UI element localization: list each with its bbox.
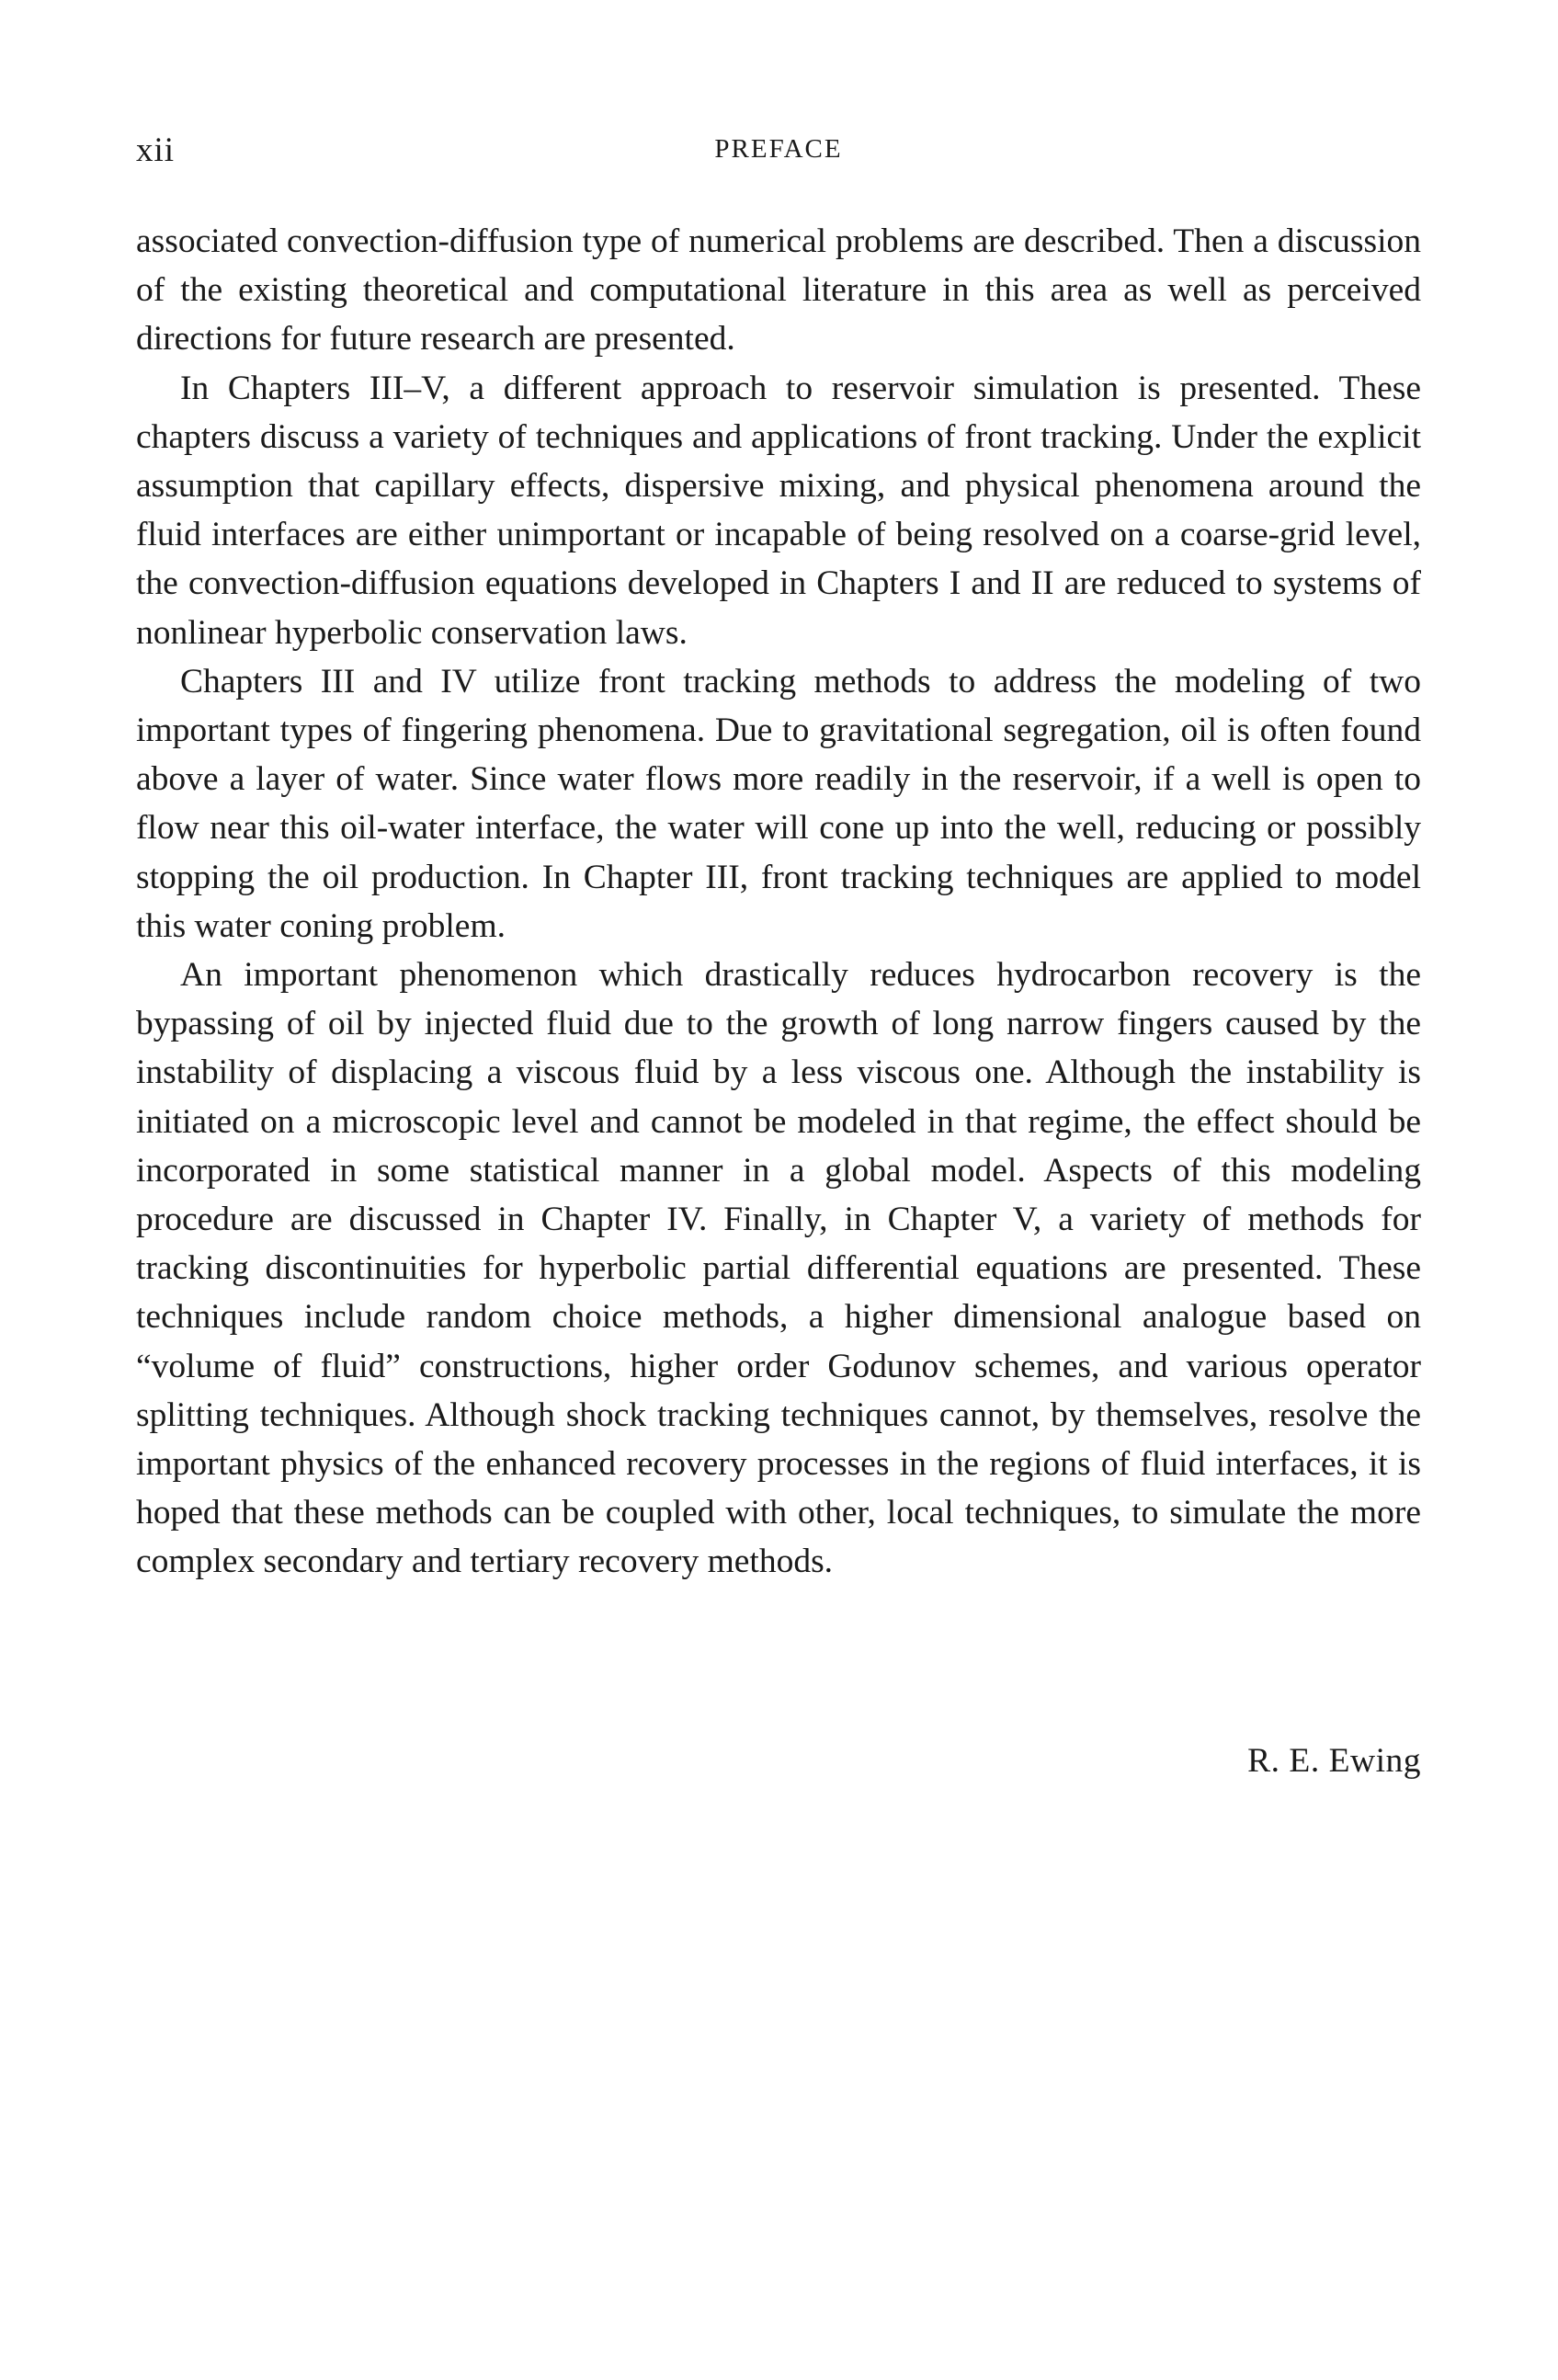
book-page — [136, 0, 1421, 2380]
running-head — [136, 131, 1421, 175]
preface-body — [136, 217, 1421, 1587]
paragraph-continuation: associated convection-diffusion type of numerical problems are described. Then a discussion of the existing theoretical and computational literature in this area as well as perceived directions for future research are presented. — [136, 222, 1421, 359]
paragraph-bypassing: An important phenomenon which drastically reduces hydrocarbon recovery is the bypassing of oil by injected fluid due to the growth of long narrow fingers caused by the instability of displacing a viscous fluid by a less viscous one. Although the instability is initiated on a microscopic level and cannot be modeled in that regime, the effect should be incorporated in some statistical manner in a global model. Aspects of this modeling procedure are discussed in Chapter IV. Finally, in Chapter V, a variety of methods for tracking discontinuities for hyperbolic partial differential equations are presented. These techniques include random choice methods, a higher dimensional analogue based on “volume of fluid” constructions, higher order Godunov schemes, and various operator splitting techniques. Although shock tracking techniques cannot, by themselves, resolve the important physics of the enhanced recovery processes in the regions of fluid interfaces, it is hoped that these methods can be coupled with other, local techniques, to simulate the more complex secondary and tertiary recovery methods. — [136, 956, 1421, 1581]
paragraph-chapters-iii-v: In Chapters III–V, a different approach to reservoir simulation is presented. These chapters discuss a variety of techniques and applications of front tracking. Under the explicit assumption that capillary effects, dispersive mixing, and physical phenomena around the fluid interfaces are either unimportant or incapable of being resolved on a coarse-grid level, the convection-diffusion equations developed in Chapters I and II are reduced to systems of nonlinear hyperbolic conservation laws. — [136, 369, 1421, 652]
running-title: PREFACE — [714, 134, 843, 164]
page-number: xii — [136, 131, 176, 169]
author-signature: R. E. Ewing — [1247, 1742, 1421, 1780]
paragraph-fingering: Chapters III and IV utilize front tracking methods to address the modeling of two important types of fingering phenomena. Due to gravitational segregation, oil is often found above a layer of water. Since water flows more readily in the reservoir, if a well is open to flow near this oil-water interface, the water will cone up into the well, reducing or possibly stopping the oil production. In Chapter III, front tracking techniques are applied to model this water coning problem. — [136, 662, 1421, 945]
